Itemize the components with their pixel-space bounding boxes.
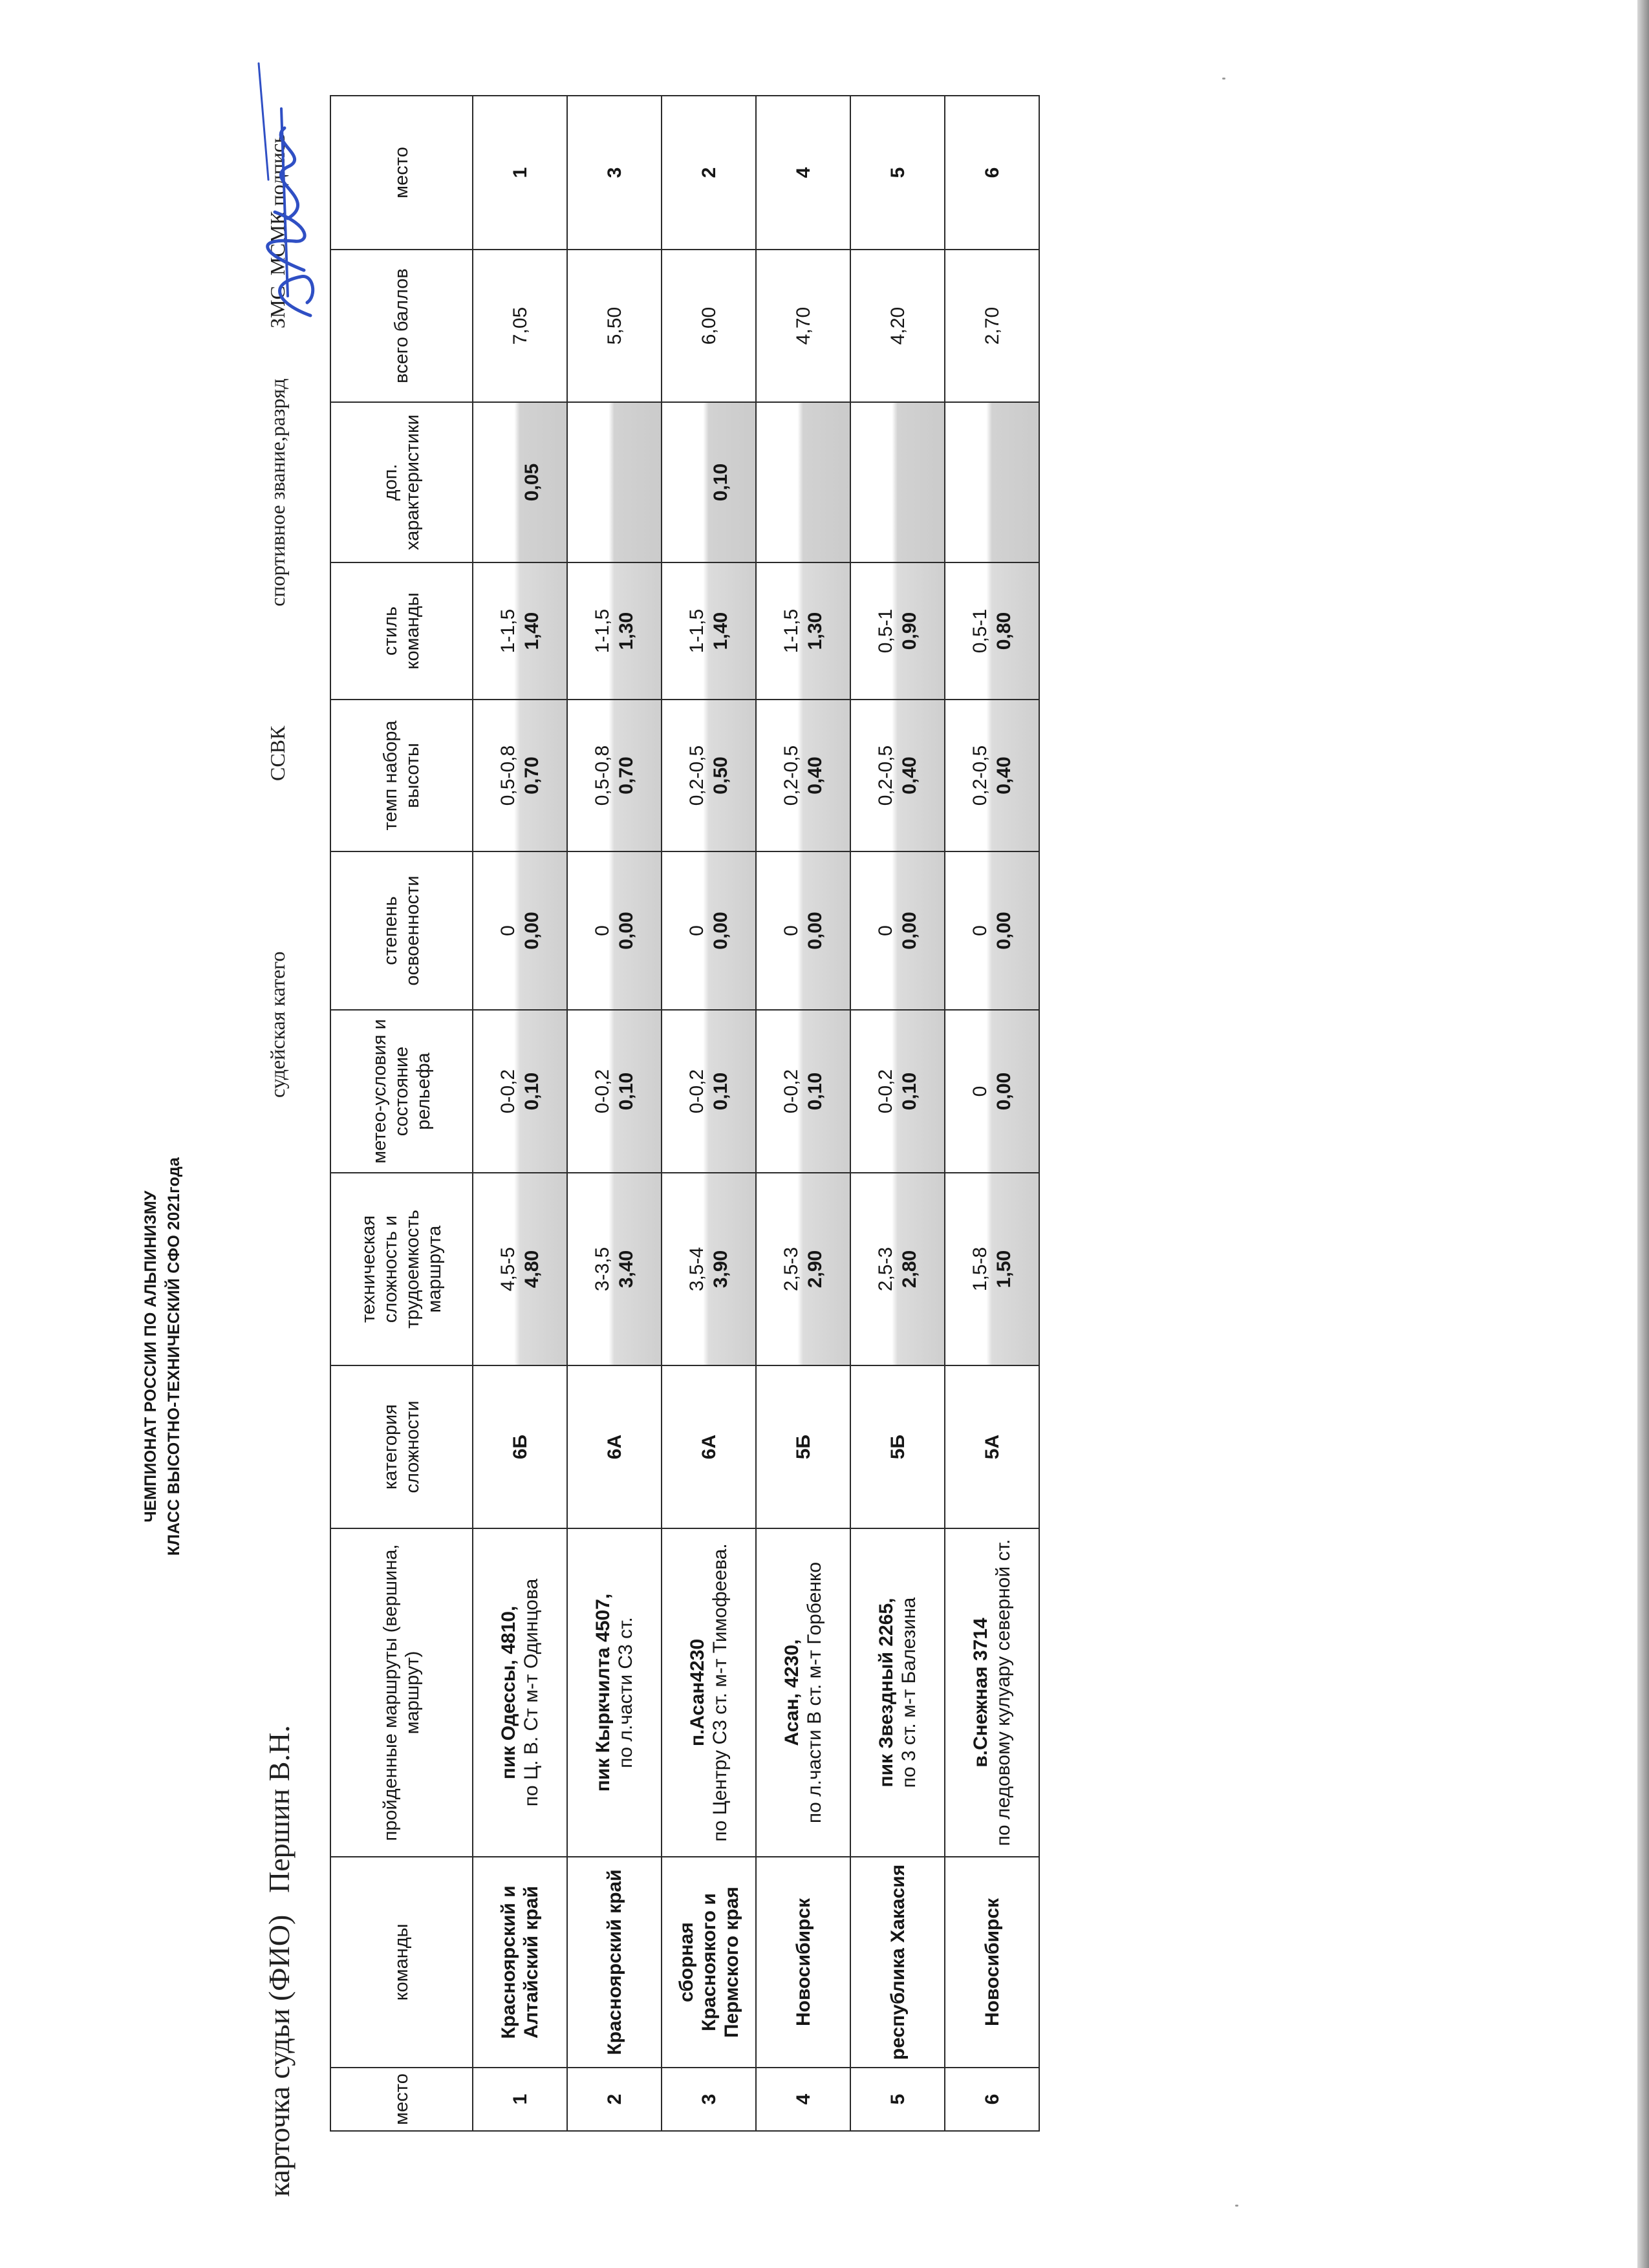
- cell-final-place: 6: [981, 167, 1003, 178]
- row-place: [756, 2068, 850, 2131]
- row-category: [662, 1365, 756, 1528]
- cell-style: 0,90: [899, 612, 920, 650]
- cell-style-range: 0,5-1: [875, 608, 896, 654]
- cell-style: 1,30: [616, 612, 637, 650]
- cell-tech: 4,80: [521, 1250, 543, 1289]
- table-row: [662, 96, 756, 2131]
- title-line-1: ЧЕМПИОНАТ РОССИИ ПО АЛЬПИНИЗМУ: [142, 1190, 160, 1523]
- row-extra: [662, 402, 756, 562]
- cell-total: 4,70: [792, 306, 814, 345]
- row-category: [756, 1365, 850, 1528]
- cell-meteo-range: 0-0,2: [592, 1069, 613, 1114]
- cell-mastery-range: 0: [781, 925, 802, 936]
- cell-style: 0,80: [993, 612, 1015, 650]
- cell-meteo-range: 0: [969, 1086, 991, 1097]
- row-pace: [945, 700, 1039, 851]
- handwritten-signature: [249, 57, 327, 322]
- cell-mastery-range: 0: [686, 925, 707, 936]
- cell-pace: 0,40: [804, 756, 826, 795]
- cell-category: 6А: [603, 1434, 625, 1460]
- cell-tech: 3,90: [710, 1250, 731, 1289]
- row-final-place: [662, 96, 756, 250]
- row-pace: [473, 700, 567, 851]
- row-final-place: [473, 96, 567, 250]
- row-total: [756, 250, 850, 402]
- cell-meteo-range: 0-0,2: [781, 1069, 802, 1114]
- row-place: [850, 2068, 945, 2131]
- route-name: Асан, 4230,: [781, 1639, 803, 1746]
- row-team: [567, 1857, 662, 2068]
- route-description: по л.части С3 ст.: [615, 1617, 636, 1768]
- route-name: пик Кыркчилта 4507,: [592, 1593, 614, 1792]
- row-meteo: [756, 1010, 850, 1173]
- cell-place: 1: [509, 2093, 531, 2105]
- cell-pace-range: 0,2-0,5: [875, 745, 896, 806]
- row-meteo: [662, 1010, 756, 1173]
- row-final-place: [756, 96, 850, 250]
- row-meteo: [567, 1010, 662, 1173]
- header-extra: доп. характеристики: [330, 402, 473, 562]
- route-description: по Ц. В. Ст м-т Одинцова: [521, 1578, 542, 1807]
- cell-category: 6Б: [509, 1434, 531, 1460]
- row-place: [945, 2068, 1039, 2131]
- cell-total: 5,50: [603, 306, 625, 345]
- cell-tech-range: 1,5-8: [969, 1246, 991, 1292]
- row-tech: [473, 1173, 567, 1365]
- cell-final-place: 3: [603, 167, 625, 178]
- cell-meteo-range: 0-0,2: [875, 1069, 896, 1114]
- cell-mastery-range: 0: [969, 925, 991, 936]
- cell-style: 1,30: [804, 612, 826, 650]
- route-name: пик Одессы, 4810,: [498, 1605, 519, 1780]
- row-meteo: [473, 1010, 567, 1173]
- cell-mastery: 0,00: [521, 912, 543, 950]
- cell-style-range: 1-1,5: [497, 608, 519, 654]
- cell-tech: 3,40: [616, 1250, 637, 1289]
- header-total: всего баллов: [330, 250, 473, 402]
- cell-pace: 0,40: [899, 756, 920, 795]
- row-tech: [756, 1173, 850, 1365]
- cell-team: республика Хакасия: [887, 1864, 909, 2060]
- row-mastery: [945, 851, 1039, 1010]
- row-team: [945, 1857, 1039, 2068]
- row-tech: [662, 1173, 756, 1365]
- route-description: по Центру С3 ст. м-т Тимофеева.: [709, 1543, 731, 1842]
- row-final-place: [567, 96, 662, 250]
- cell-tech-range: 4,5-5: [497, 1246, 519, 1292]
- cell-tech-range: 2,5-3: [781, 1246, 802, 1292]
- cell-tech-range: 3-3,5: [592, 1246, 613, 1292]
- route-name: пик Звездный 2265,: [876, 1598, 897, 1788]
- header-place: место: [330, 2068, 473, 2131]
- cell-meteo: 0,00: [993, 1072, 1015, 1111]
- route-name: в.Снежная 3714: [970, 1618, 991, 1768]
- row-place: [662, 2068, 756, 2131]
- cell-meteo: 0,10: [899, 1072, 920, 1111]
- row-style: [567, 562, 662, 700]
- cell-mastery: 0,00: [899, 912, 920, 950]
- header-tech: техническая сложность и трудоемкость маршрута: [330, 1173, 473, 1365]
- title-line-2: КЛАСС ВЫСОТНО-ТЕХНИЧЕСКИЙ СФО 2021года: [165, 1157, 183, 1556]
- row-total: [945, 250, 1039, 402]
- cell-pace: 0,50: [710, 756, 731, 795]
- row-route: [567, 1528, 662, 1857]
- row-mastery: [567, 851, 662, 1010]
- table-row: [945, 96, 1039, 2131]
- header-pace: темп набора высоты: [330, 700, 473, 851]
- cell-mastery: 0,00: [616, 912, 637, 950]
- cell-team: Новосибирск: [792, 1898, 814, 2027]
- signature-label: ЗМС, МСМК подпись: [266, 134, 289, 328]
- header-team: команды: [330, 1857, 473, 2068]
- cell-meteo: 0,10: [710, 1072, 731, 1111]
- cell-tech-range: 2,5-3: [875, 1246, 896, 1292]
- row-pace: [662, 700, 756, 851]
- cell-final-place: 4: [792, 167, 814, 178]
- cell-pace-range: 0,2-0,5: [969, 745, 991, 806]
- results-table: [330, 95, 1040, 2132]
- row-place: [473, 2068, 567, 2131]
- table-body: [473, 96, 1039, 2131]
- cell-mastery-range: 0: [592, 925, 613, 936]
- cell-meteo: 0,10: [616, 1072, 637, 1111]
- row-style: [945, 562, 1039, 700]
- cell-tech: 2,80: [899, 1250, 920, 1289]
- cell-tech: 2,90: [804, 1250, 826, 1289]
- row-category: [473, 1365, 567, 1528]
- row-final-place: [945, 96, 1039, 250]
- row-tech: [567, 1173, 662, 1365]
- row-team: [756, 1857, 850, 2068]
- row-team: [473, 1857, 567, 2068]
- cell-pace-range: 0,2-0,5: [781, 745, 802, 806]
- header-category: категория сложности: [330, 1365, 473, 1528]
- header-final-place: место: [330, 96, 473, 250]
- cell-total: 4,20: [887, 306, 909, 345]
- cell-pace: 0,70: [616, 756, 637, 795]
- table-row: [850, 96, 945, 2131]
- cell-category: 5Б: [792, 1434, 814, 1460]
- ssvk-label: ССВК: [266, 725, 289, 781]
- judge-category-label: судейская катего: [266, 951, 289, 1098]
- cell-style-range: 1-1,5: [781, 608, 802, 654]
- route-name: п.Асан4230: [687, 1638, 708, 1747]
- row-route: [756, 1528, 850, 1857]
- cell-tech-range: 3,5-4: [686, 1246, 707, 1292]
- cell-team: сборная Красноякого и Пермского края: [675, 1887, 742, 2038]
- row-total: [567, 250, 662, 402]
- results-table-wrapper: [330, 95, 1040, 2132]
- row-route: [850, 1528, 945, 1857]
- cell-mastery: 0,00: [993, 912, 1015, 950]
- row-mastery: [473, 851, 567, 1010]
- cell-pace: 0,70: [521, 756, 543, 795]
- cell-mastery-range: 0: [497, 925, 519, 936]
- cell-category: 6А: [698, 1434, 720, 1460]
- header-meteo: метео-условия и состояние рельефа: [330, 1010, 473, 1173]
- cell-pace: 0,40: [993, 756, 1015, 795]
- cell-style-range: 1-1,5: [686, 608, 707, 654]
- cell-meteo-range: 0-0,2: [686, 1069, 707, 1114]
- judge-header: [262, 0, 301, 2268]
- table-header-row: [330, 96, 473, 2131]
- cell-meteo: 0,10: [521, 1072, 543, 1111]
- row-place: [567, 2068, 662, 2131]
- document-title: [139, 936, 186, 1777]
- row-pace: [850, 700, 945, 851]
- table-row: [473, 96, 567, 2131]
- cell-place: 4: [792, 2093, 814, 2105]
- cell-total: 2,70: [981, 306, 1003, 345]
- cell-category: 5Б: [887, 1434, 909, 1460]
- row-route: [662, 1528, 756, 1857]
- row-total: [850, 250, 945, 402]
- row-route: [473, 1528, 567, 1857]
- row-route: [945, 1528, 1039, 1857]
- cell-place: 6: [981, 2093, 1003, 2105]
- row-style: [756, 562, 850, 700]
- route-description: по ледовому кулуару северной ст.: [993, 1539, 1014, 1846]
- row-team: [850, 1857, 945, 2068]
- row-category: [850, 1365, 945, 1528]
- cell-mastery: 0,00: [804, 912, 826, 950]
- cell-place: 2: [603, 2093, 625, 2105]
- cell-style: 1,40: [710, 612, 731, 650]
- table-row: [756, 96, 850, 2131]
- row-extra: [567, 402, 662, 562]
- cell-total: 6,00: [698, 306, 720, 345]
- row-style: [473, 562, 567, 700]
- cell-extra: 0,05: [521, 463, 543, 502]
- row-total: [473, 250, 567, 402]
- row-total: [662, 250, 756, 402]
- row-category: [945, 1365, 1039, 1528]
- row-meteo: [945, 1010, 1039, 1173]
- row-pace: [756, 700, 850, 851]
- row-extra: [850, 402, 945, 562]
- cell-pace-range: 0,5-0,8: [497, 745, 519, 806]
- row-meteo: [850, 1010, 945, 1173]
- cell-team: Красноярский край: [603, 1869, 625, 2055]
- row-extra: [473, 402, 567, 562]
- row-pace: [567, 700, 662, 851]
- cell-place: 3: [698, 2093, 720, 2105]
- cell-mastery: 0,00: [710, 912, 731, 950]
- cell-pace-range: 0,5-0,8: [592, 745, 613, 806]
- row-mastery: [756, 851, 850, 1010]
- header-routes: пройденные маршруты (вершина, маршрут): [330, 1528, 473, 1857]
- cell-tech: 1,50: [993, 1250, 1015, 1289]
- cell-mastery-range: 0: [875, 925, 896, 936]
- row-style: [850, 562, 945, 700]
- row-tech: [850, 1173, 945, 1365]
- row-final-place: [850, 96, 945, 250]
- route-description: по 3 ст. м-т Балезина: [898, 1597, 920, 1788]
- row-mastery: [662, 851, 756, 1010]
- cell-final-place: 2: [698, 167, 720, 178]
- row-category: [567, 1365, 662, 1528]
- cell-style: 1,40: [521, 612, 543, 650]
- cell-style-range: 0,5-1: [969, 608, 991, 654]
- table-row: [567, 96, 662, 2131]
- header-style: стиль команды: [330, 562, 473, 700]
- judge-name: Першин В.Н.: [263, 1725, 296, 1893]
- header-mastery: степень освоенности: [330, 851, 473, 1010]
- row-extra: [756, 402, 850, 562]
- cell-meteo-range: 0-0,2: [497, 1069, 519, 1114]
- cell-final-place: 1: [509, 167, 531, 178]
- row-tech: [945, 1173, 1039, 1365]
- judge-card-label: карточка судьи (ФИО): [263, 1914, 296, 2197]
- cell-category: 5А: [981, 1434, 1003, 1460]
- cell-team: Красноярский и Алтайский край: [498, 1885, 542, 2039]
- cell-team: Новосибирск: [981, 1898, 1003, 2027]
- row-team: [662, 1857, 756, 2068]
- row-mastery: [850, 851, 945, 1010]
- sport-rank-label: спортивное звание,разряд: [266, 378, 289, 606]
- cell-pace-range: 0,2-0,5: [686, 745, 707, 806]
- cell-final-place: 5: [887, 167, 909, 178]
- row-extra: [945, 402, 1039, 562]
- cell-place: 5: [887, 2093, 909, 2105]
- route-description: по л.части В ст. м-т Горбенко: [804, 1561, 825, 1824]
- cell-style-range: 1-1,5: [592, 608, 613, 654]
- cell-total: 7,05: [509, 306, 531, 345]
- cell-meteo: 0,10: [804, 1072, 826, 1111]
- row-style: [662, 562, 756, 700]
- cell-extra: 0,10: [710, 463, 731, 502]
